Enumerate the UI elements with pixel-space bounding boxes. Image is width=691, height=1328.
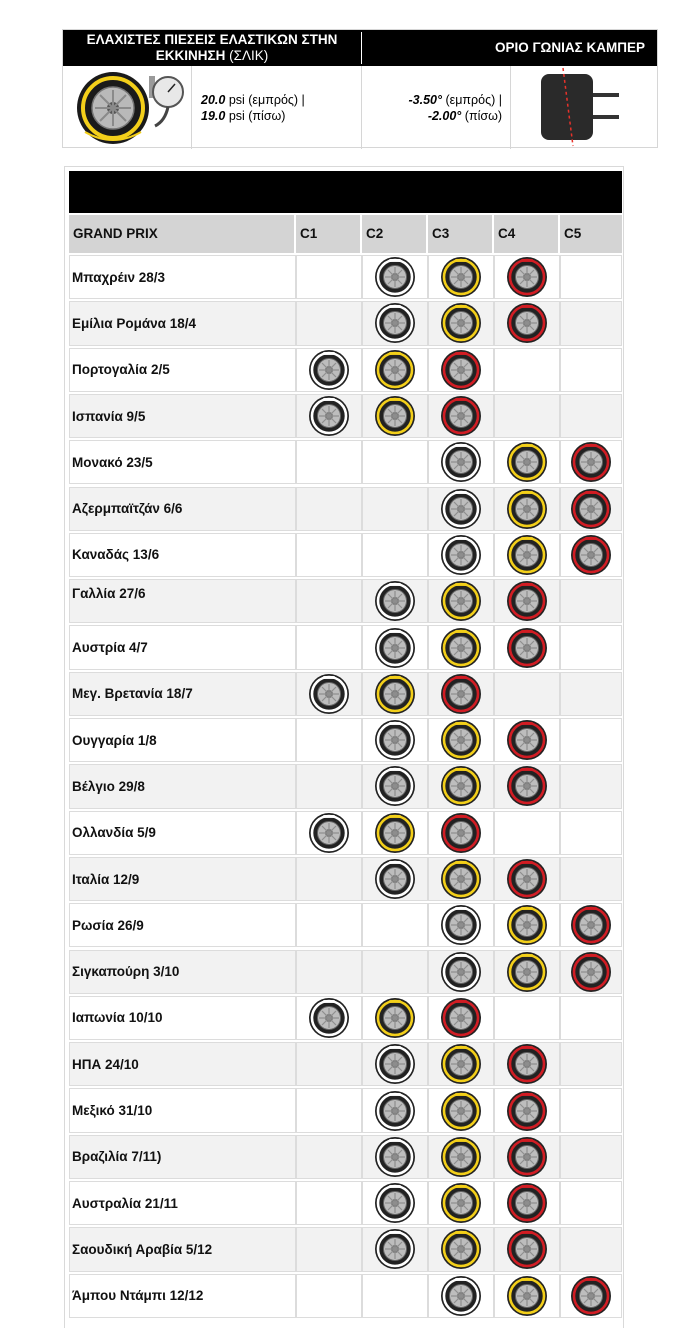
hard-tyre-icon (440, 534, 482, 576)
tyre-info-table (62, 29, 658, 148)
table-row (69, 533, 622, 577)
soft-tyre-icon (506, 858, 548, 900)
compound-cell-c3 (428, 1227, 494, 1271)
grand-prix-name: Αυστραλία 21/11 (69, 1181, 296, 1225)
medium-tyre-icon (506, 534, 548, 576)
compound-cell-c3 (428, 579, 494, 623)
medium-tyre-icon (440, 256, 482, 298)
table-title-bar (69, 171, 622, 213)
compound-cell-c2 (362, 1274, 428, 1318)
grand-prix-name: ΗΠΑ 24/10 (69, 1042, 296, 1086)
rear-pressure-label: psi (πίσω) (225, 109, 286, 123)
grand-prix-name: Άμπου Ντάμπι 12/12 (69, 1274, 296, 1318)
soft-tyre-icon (506, 1090, 548, 1132)
table-row (69, 857, 622, 901)
hard-tyre-icon (440, 441, 482, 483)
soft-tyre-icon (506, 302, 548, 344)
compound-cell-c2 (362, 301, 428, 345)
hard-tyre-icon (374, 1136, 416, 1178)
compound-cell-c5 (560, 1135, 622, 1179)
table-row (69, 440, 622, 484)
soft-tyre-icon (570, 488, 612, 530)
compound-cell-c4 (494, 811, 560, 855)
camber-values-cell (362, 66, 511, 149)
grand-prix-name: Εμίλια Ρομάνα 18/4 (69, 301, 296, 345)
compound-cell-c5 (560, 857, 622, 901)
hard-tyre-icon (374, 580, 416, 622)
compound-cell-c5 (560, 579, 622, 623)
compound-cell-c2 (362, 764, 428, 808)
table-row (69, 1042, 622, 1086)
medium-tyre-icon (440, 580, 482, 622)
compound-cell-c1 (296, 348, 362, 392)
compound-cell-c3 (428, 857, 494, 901)
compound-cell-c3 (428, 950, 494, 994)
pressure-values (201, 92, 305, 124)
soft-tyre-icon (440, 997, 482, 1039)
hard-tyre-icon (308, 673, 350, 715)
tyre-allocation-table (64, 166, 624, 1328)
compound-cell-c2 (362, 996, 428, 1040)
soft-tyre-icon (506, 256, 548, 298)
compound-cell-c2 (362, 1042, 428, 1086)
compound-cell-c4 (494, 764, 560, 808)
compound-cell-c5 (560, 255, 622, 299)
compound-cell-c4 (494, 348, 560, 392)
grand-prix-name: Αζερμπαϊτζάν 6/6 (69, 487, 296, 531)
compound-cell-c4 (494, 533, 560, 577)
soft-tyre-icon (440, 349, 482, 391)
table-row (69, 625, 622, 669)
pressure-title-suffix: (ΣΛΙΚ) (229, 48, 269, 63)
info-header (63, 30, 657, 66)
compound-cell-c1 (296, 579, 362, 623)
compound-cell-c5 (560, 487, 622, 531)
compound-cell-c2 (362, 672, 428, 716)
compound-cell-c5 (560, 764, 622, 808)
compound-cell-c1 (296, 950, 362, 994)
compound-cell-c3 (428, 487, 494, 531)
soft-tyre-icon (440, 395, 482, 437)
camber-angle-icon (511, 66, 659, 149)
table-row (69, 1181, 622, 1225)
rear-camber-value: -2.00° (427, 109, 462, 123)
medium-tyre-icon (506, 904, 548, 946)
compound-cell-c4 (494, 1135, 560, 1179)
soft-tyre-icon (570, 951, 612, 993)
table-row (69, 394, 622, 438)
compound-cell-c5 (560, 625, 622, 669)
pressure-title-text: ΕΛΑΧΙΣΤΕΣ ΠΙΕΣΕΙΣ ΕΛΑΣΤΙΚΩΝ ΣΤΗΝ ΕΚΚΙΝΗΣΗ (86, 32, 338, 63)
table-row (69, 764, 622, 808)
pressure-values-cell (192, 66, 362, 149)
compound-cell-c4 (494, 301, 560, 345)
hard-tyre-icon (374, 627, 416, 669)
hard-tyre-icon (440, 951, 482, 993)
medium-tyre-icon (440, 1136, 482, 1178)
grand-prix-name: Μεξικό 31/10 (69, 1088, 296, 1132)
compound-cell-c2 (362, 394, 428, 438)
compound-cell-c3 (428, 764, 494, 808)
grand-prix-name: Βραζιλία 7/11) (69, 1135, 296, 1179)
grand-prix-name: Πορτογαλία 2/5 (69, 348, 296, 392)
compound-cell-c4 (494, 1042, 560, 1086)
soft-tyre-icon (570, 534, 612, 576)
compound-cell-c5 (560, 394, 622, 438)
hard-tyre-icon (374, 1182, 416, 1224)
header-c1: C1 (296, 215, 362, 253)
table-row (69, 950, 622, 994)
compound-cell-c4 (494, 1274, 560, 1318)
medium-tyre-icon (374, 812, 416, 854)
compound-cell-c1 (296, 394, 362, 438)
medium-tyre-icon (440, 302, 482, 344)
compound-cell-c4 (494, 625, 560, 669)
grand-prix-name: Ουγγαρία 1/8 (69, 718, 296, 762)
hard-tyre-icon (440, 488, 482, 530)
table-row (69, 1088, 622, 1132)
compound-cell-c4 (494, 487, 560, 531)
compound-cell-c3 (428, 1181, 494, 1225)
compound-cell-c2 (362, 718, 428, 762)
compound-cell-c4 (494, 440, 560, 484)
compound-cell-c2 (362, 950, 428, 994)
compound-cell-c1 (296, 857, 362, 901)
compound-cell-c1 (296, 487, 362, 531)
compound-cell-c5 (560, 996, 622, 1040)
pressure-title (63, 30, 361, 66)
compound-cell-c4 (494, 903, 560, 947)
table-row (69, 811, 622, 855)
compound-cell-c5 (560, 1274, 622, 1318)
compound-cell-c2 (362, 255, 428, 299)
header-grand-prix: GRAND PRIX (69, 215, 296, 253)
compound-cell-c1 (296, 996, 362, 1040)
medium-tyre-icon (374, 395, 416, 437)
hard-tyre-icon (374, 256, 416, 298)
compound-cell-c2 (362, 903, 428, 947)
hard-tyre-icon (440, 904, 482, 946)
medium-tyre-icon (374, 673, 416, 715)
compound-cell-c1 (296, 1181, 362, 1225)
soft-tyre-icon (506, 1182, 548, 1224)
compound-cell-c1 (296, 1088, 362, 1132)
front-pressure-label: psi (εμπρός) | (225, 93, 305, 107)
front-camber-label: (εμπρός) | (441, 93, 502, 107)
info-body (63, 66, 657, 149)
hard-tyre-icon (308, 349, 350, 391)
header-c5: C5 (564, 226, 582, 241)
compound-cell-c4 (494, 1088, 560, 1132)
hard-tyre-icon (374, 1090, 416, 1132)
medium-tyre-icon (440, 1182, 482, 1224)
compound-cell-c2 (362, 440, 428, 484)
hard-tyre-icon (308, 812, 350, 854)
soft-tyre-icon (440, 673, 482, 715)
compound-cell-c2 (362, 1088, 428, 1132)
compound-cell-c1 (296, 764, 362, 808)
front-pressure-value: 20.0 (201, 93, 226, 107)
compound-cell-c5 (560, 672, 622, 716)
table-row (69, 672, 622, 716)
table-row (69, 1227, 622, 1271)
compound-cell-c1 (296, 1227, 362, 1271)
hard-tyre-icon (374, 302, 416, 344)
tyre-gauge-cell (63, 66, 192, 149)
medium-tyre-icon (440, 765, 482, 807)
medium-tyre-icon (506, 441, 548, 483)
camber-title: ΟΡΙΟ ΓΩΝΙΑΣ ΚΑΜΠΕΡ (494, 40, 645, 55)
table-header-row (69, 215, 622, 253)
camber-values (408, 92, 502, 124)
compound-cell-c5 (560, 718, 622, 762)
compound-cell-c1 (296, 903, 362, 947)
compound-cell-c2 (362, 1135, 428, 1179)
compound-cell-c3 (428, 1135, 494, 1179)
header-divider (361, 32, 362, 64)
table-row (69, 1135, 622, 1179)
medium-tyre-icon (506, 488, 548, 530)
compound-cell-c1 (296, 255, 362, 299)
medium-tyre-icon (440, 719, 482, 761)
medium-tyre-icon (440, 1090, 482, 1132)
grand-prix-name: Μονακό 23/5 (69, 440, 296, 484)
compound-cell-c5 (560, 950, 622, 994)
compound-cell-c4 (494, 394, 560, 438)
rear-pressure-value: 19.0 (201, 109, 226, 123)
camber-icon-cell (511, 66, 659, 149)
compound-cell-c3 (428, 811, 494, 855)
compound-cell-c5 (560, 440, 622, 484)
header-c4: C4 (494, 215, 560, 253)
soft-tyre-icon (506, 1228, 548, 1270)
hard-tyre-icon (374, 858, 416, 900)
compound-cell-c2 (362, 857, 428, 901)
compound-cell-c1 (296, 301, 362, 345)
compound-cell-c2 (362, 487, 428, 531)
compound-cell-c1 (296, 533, 362, 577)
compound-cell-c3 (428, 1088, 494, 1132)
medium-tyre-icon (440, 1228, 482, 1270)
table-row (69, 903, 622, 947)
soft-tyre-icon (570, 1275, 612, 1317)
soft-tyre-icon (506, 719, 548, 761)
table-row (69, 255, 622, 299)
medium-tyre-icon (374, 349, 416, 391)
grand-prix-name: Ιαπωνία 10/10 (69, 996, 296, 1040)
compound-cell-c1 (296, 718, 362, 762)
grand-prix-name: Ιταλία 12/9 (69, 857, 296, 901)
grand-prix-name: Σιγκαπούρη 3/10 (69, 950, 296, 994)
soft-tyre-icon (440, 812, 482, 854)
soft-tyre-icon (506, 580, 548, 622)
compound-cell-c5 (560, 811, 622, 855)
compound-cell-c3 (428, 672, 494, 716)
compound-cell-c2 (362, 533, 428, 577)
rear-camber-label: (πίσω) (461, 109, 502, 123)
table-row (69, 718, 622, 762)
compound-cell-c1 (296, 1274, 362, 1318)
compound-cell-c2 (362, 811, 428, 855)
soft-tyre-icon (506, 1043, 548, 1085)
hard-tyre-icon (374, 1043, 416, 1085)
soft-tyre-icon (506, 765, 548, 807)
compound-cell-c4 (494, 1181, 560, 1225)
compound-cell-c2 (362, 1227, 428, 1271)
compound-cell-c3 (428, 625, 494, 669)
grand-prix-name: Ισπανία 9/5 (69, 394, 296, 438)
hard-tyre-icon (308, 395, 350, 437)
compound-cell-c5 (560, 1181, 622, 1225)
compound-cell-c3 (428, 1274, 494, 1318)
compound-cell-c5 (560, 301, 622, 345)
compound-cell-c3 (428, 533, 494, 577)
front-camber-value: -3.50° (408, 93, 442, 107)
compound-cell-c2 (362, 625, 428, 669)
table-row (69, 579, 622, 623)
grand-prix-name: Μπαχρέιν 28/3 (69, 255, 296, 299)
hard-tyre-icon (374, 1228, 416, 1270)
compound-cell-c2 (362, 348, 428, 392)
tyre-pressure-gauge-icon (63, 66, 192, 149)
soft-tyre-icon (570, 904, 612, 946)
grand-prix-name: Γαλλία 27/6 (69, 579, 296, 623)
compound-cell-c1 (296, 625, 362, 669)
compound-cell-c5 (560, 533, 622, 577)
compound-cell-c4 (494, 672, 560, 716)
compound-cell-c3 (428, 255, 494, 299)
hard-tyre-icon (374, 765, 416, 807)
medium-tyre-icon (506, 951, 548, 993)
compound-cell-c3 (428, 903, 494, 947)
compound-cell-c3 (428, 1042, 494, 1086)
compound-cell-c4 (494, 996, 560, 1040)
compound-cell-c3 (428, 394, 494, 438)
header-c3: C3 (428, 215, 494, 253)
compound-cell-c5 (560, 1042, 622, 1086)
compound-cell-c3 (428, 301, 494, 345)
compound-cell-c1 (296, 811, 362, 855)
soft-tyre-icon (506, 627, 548, 669)
compound-cell-c5 (560, 903, 622, 947)
compound-cell-c1 (296, 1135, 362, 1179)
table-row (69, 996, 622, 1040)
grand-prix-name: Καναδάς 13/6 (69, 533, 296, 577)
table-row (69, 487, 622, 531)
table-row (69, 1274, 622, 1318)
compound-cell-c4 (494, 1227, 560, 1271)
compound-cell-c3 (428, 348, 494, 392)
compound-cell-c4 (494, 950, 560, 994)
grand-prix-name: Σαουδική Αραβία 5/12 (69, 1227, 296, 1271)
medium-tyre-icon (440, 627, 482, 669)
compound-cell-c4 (494, 255, 560, 299)
table-row (69, 301, 622, 345)
compound-cell-c1 (296, 1042, 362, 1086)
compound-cell-c3 (428, 440, 494, 484)
hard-tyre-icon (308, 997, 350, 1039)
compound-cell-c2 (362, 1181, 428, 1225)
hard-tyre-icon (440, 1275, 482, 1317)
compound-cell-c5 (560, 1227, 622, 1271)
soft-tyre-icon (506, 1136, 548, 1178)
grand-prix-name: Ολλανδία 5/9 (69, 811, 296, 855)
grand-prix-name: Βέλγιο 29/8 (69, 764, 296, 808)
grand-prix-name: Ρωσία 26/9 (69, 903, 296, 947)
compound-cell-c3 (428, 718, 494, 762)
grand-prix-name: Μεγ. Βρετανία 18/7 (69, 672, 296, 716)
compound-cell-c1 (296, 440, 362, 484)
header-c2: C2 (362, 215, 428, 253)
compound-cell-c3 (428, 996, 494, 1040)
medium-tyre-icon (506, 1275, 548, 1317)
hard-tyre-icon (374, 719, 416, 761)
medium-tyre-icon (440, 1043, 482, 1085)
compound-cell-c4 (494, 579, 560, 623)
compound-cell-c1 (296, 672, 362, 716)
table-row (69, 348, 622, 392)
medium-tyre-icon (374, 997, 416, 1039)
compound-cell-c5 (560, 348, 622, 392)
compound-cell-c2 (362, 579, 428, 623)
compound-cell-c5 (560, 1088, 622, 1132)
soft-tyre-icon (570, 441, 612, 483)
compound-cell-c4 (494, 718, 560, 762)
medium-tyre-icon (440, 858, 482, 900)
grand-prix-name: Αυστρία 4/7 (69, 625, 296, 669)
compound-cell-c4 (494, 857, 560, 901)
